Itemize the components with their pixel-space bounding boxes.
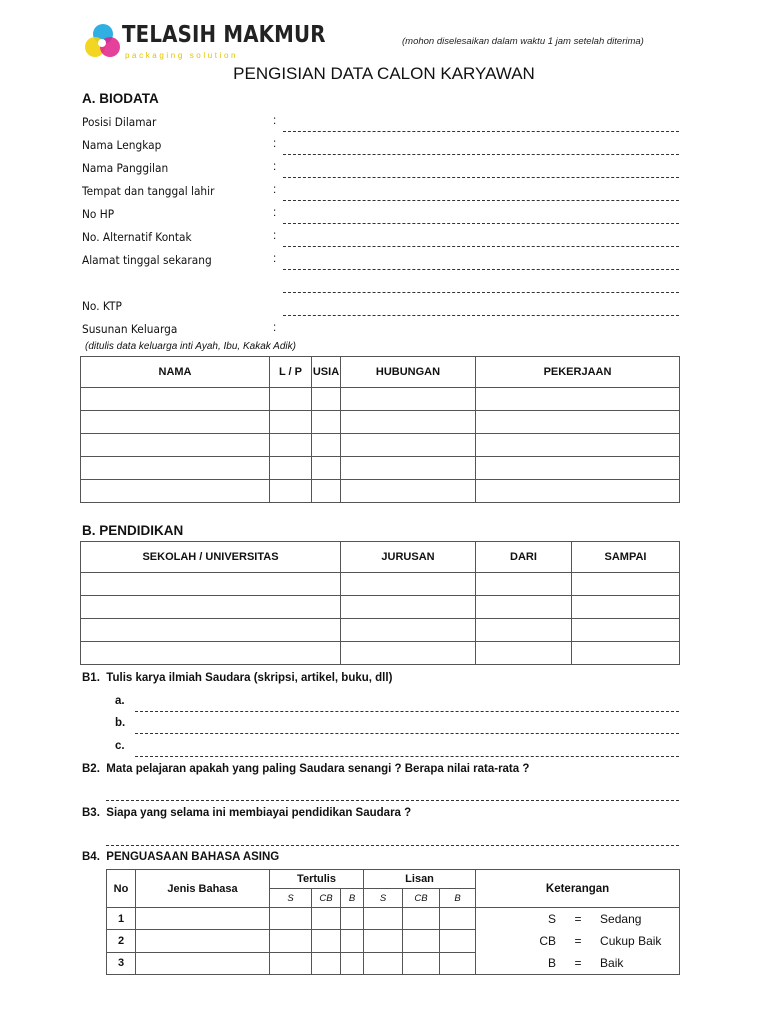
education-table	[80, 541, 680, 665]
table-cell[interactable]	[364, 908, 403, 930]
answer-letter-c: c.	[115, 740, 125, 752]
table-row	[81, 619, 680, 642]
table-cell[interactable]	[476, 573, 572, 596]
legend-code: S	[548, 912, 557, 926]
field-label-posisi: Posisi Dilamar	[82, 115, 157, 129]
table-cell[interactable]	[312, 434, 341, 457]
table-cell[interactable]	[136, 908, 270, 930]
col-header-tertulis: Tertulis	[270, 870, 364, 889]
table-cell[interactable]	[364, 952, 403, 974]
table-row	[81, 596, 680, 619]
col-header-usia: USIA	[312, 357, 341, 388]
question-number: B4.	[82, 851, 100, 863]
table-cell[interactable]	[312, 908, 341, 930]
input-line-b1-b[interactable]	[135, 733, 679, 734]
table-cell[interactable]	[312, 411, 341, 434]
table-cell[interactable]	[403, 908, 440, 930]
sub-header-cb: CB	[312, 889, 341, 908]
table-cell[interactable]	[136, 930, 270, 952]
input-line-ttl[interactable]	[283, 200, 679, 201]
field-colon: :	[273, 138, 277, 150]
table-cell[interactable]	[476, 480, 680, 503]
legend-eq: =	[574, 934, 582, 948]
field-label-susunan-keluarga: Susunan Keluarga	[82, 322, 178, 336]
input-line-alamat-2[interactable]	[283, 292, 679, 293]
question-text: PENGUASAAN BAHASA ASING	[106, 851, 280, 863]
row-number: 1	[107, 908, 136, 930]
table-cell[interactable]	[312, 930, 341, 952]
table-cell[interactable]	[136, 952, 270, 974]
field-label-ttl: Tempat dan tanggal lahir	[82, 184, 215, 198]
time-note: (mohon diselesaikan dalam waktu 1 jam setelah diterima)	[402, 36, 644, 47]
answer-letter-a: a.	[115, 695, 125, 707]
table-cell[interactable]	[81, 388, 270, 411]
table-cell[interactable]	[312, 480, 341, 503]
input-line-b3[interactable]	[106, 845, 679, 846]
field-colon: :	[273, 322, 277, 334]
table-cell[interactable]	[81, 434, 270, 457]
table-cell[interactable]	[341, 388, 476, 411]
input-line-posisi[interactable]	[283, 131, 679, 132]
table-cell[interactable]	[270, 411, 312, 434]
sub-header-cb: CB	[403, 889, 440, 908]
table-row	[107, 908, 680, 930]
field-colon: :	[273, 161, 277, 173]
col-header-nama: NAMA	[81, 357, 270, 388]
question-number: B2.	[82, 763, 100, 775]
col-header-lp: L / P	[270, 357, 312, 388]
page-title: PENGISIAN DATA CALON KARYAWAN	[233, 64, 535, 83]
field-label-alt-kontak: No. Alternatif Kontak	[82, 230, 192, 244]
col-header-no: No	[107, 870, 136, 908]
table-cell[interactable]	[476, 596, 572, 619]
table-cell[interactable]	[364, 930, 403, 952]
col-header-sekolah: SEKOLAH / UNIVERSITAS	[81, 542, 341, 573]
family-hint: (ditulis data keluarga inti Ayah, Ibu, Kakak Adik)	[85, 341, 296, 352]
table-cell[interactable]	[476, 642, 572, 665]
field-colon: :	[273, 207, 277, 219]
input-line-nama-panggilan[interactable]	[283, 177, 679, 178]
table-cell[interactable]	[341, 952, 364, 974]
table-cell[interactable]	[270, 388, 312, 411]
question-b4	[82, 851, 279, 863]
table-cell[interactable]	[476, 457, 680, 480]
legend-eq: =	[574, 912, 582, 926]
table-cell[interactable]	[341, 411, 476, 434]
sub-header-s: S	[270, 889, 312, 908]
table-cell[interactable]	[312, 457, 341, 480]
table-row	[81, 573, 680, 596]
table-cell[interactable]	[81, 596, 341, 619]
col-header-lisan: Lisan	[364, 870, 476, 889]
family-table	[80, 356, 680, 503]
col-header-keterangan: Keterangan	[476, 870, 680, 908]
table-cell[interactable]	[341, 908, 364, 930]
input-line-b1-a[interactable]	[135, 711, 679, 712]
table-cell[interactable]	[270, 930, 312, 952]
table-cell[interactable]	[270, 908, 312, 930]
table-row	[81, 457, 680, 480]
table-cell[interactable]	[270, 952, 312, 974]
legend-code: B	[548, 956, 557, 970]
input-line-alt-kontak[interactable]	[283, 246, 679, 247]
table-cell[interactable]	[81, 457, 270, 480]
table-cell[interactable]	[341, 573, 476, 596]
table-cell[interactable]	[341, 642, 476, 665]
col-header-dari: DARI	[476, 542, 572, 573]
col-header-sampai: SAMPAI	[572, 542, 680, 573]
input-line-no-hp[interactable]	[283, 223, 679, 224]
col-header-pekerjaan: PEKERJAAN	[476, 357, 680, 388]
field-colon: :	[273, 230, 277, 242]
field-colon: :	[273, 253, 277, 265]
question-number: B1.	[82, 672, 100, 684]
table-cell[interactable]	[341, 930, 364, 952]
table-row	[81, 480, 680, 503]
table-cell[interactable]	[476, 619, 572, 642]
row-number: 3	[107, 952, 136, 974]
input-line-b1-c[interactable]	[135, 756, 679, 757]
table-cell[interactable]	[81, 480, 270, 503]
table-cell[interactable]	[341, 596, 476, 619]
question-b3	[82, 807, 411, 819]
table-cell[interactable]	[270, 457, 312, 480]
field-colon: :	[273, 184, 277, 196]
question-text: Tulis karya ilmiah Saudara (skripsi, artikel, buku, dll)	[106, 672, 393, 684]
input-line-nama-lengkap[interactable]	[283, 154, 679, 155]
legend-code: CB	[539, 934, 557, 948]
table-row	[81, 411, 680, 434]
legend-meaning: Baik	[600, 956, 624, 970]
question-number: B3.	[82, 807, 100, 819]
table-cell[interactable]	[81, 573, 341, 596]
table-cell[interactable]	[476, 434, 680, 457]
section-title-biodata: A. BIODATA	[82, 91, 159, 106]
table-row	[81, 642, 680, 665]
legend-eq: =	[574, 956, 582, 970]
table-cell[interactable]	[341, 457, 476, 480]
language-table	[106, 869, 680, 975]
question-b2	[82, 763, 529, 775]
table-cell[interactable]	[440, 908, 476, 930]
field-colon: :	[273, 115, 277, 127]
col-header-jenis-bahasa: Jenis Bahasa	[136, 870, 270, 908]
question-b1	[82, 672, 392, 684]
table-cell[interactable]	[572, 642, 680, 665]
col-header-hubungan: HUBUNGAN	[341, 357, 476, 388]
table-cell[interactable]	[341, 480, 476, 503]
legend-cell	[476, 908, 680, 975]
question-text: Mata pelajaran apakah yang paling Saudara senangi ? Berapa nilai rata-rata ?	[106, 763, 530, 775]
sub-header-b: B	[440, 889, 476, 908]
table-cell[interactable]	[440, 930, 476, 952]
input-line-alamat-1[interactable]	[283, 269, 679, 270]
table-cell[interactable]	[403, 952, 440, 974]
table-cell[interactable]	[572, 573, 680, 596]
legend-meaning: Cukup Baik	[600, 934, 662, 948]
row-number: 2	[107, 930, 136, 952]
table-row	[81, 434, 680, 457]
input-line-b2[interactable]	[106, 800, 679, 801]
table-cell[interactable]	[341, 434, 476, 457]
legend-meaning: Sedang	[600, 912, 642, 926]
field-label-nama-panggilan: Nama Panggilan	[82, 161, 169, 175]
table-cell[interactable]	[440, 952, 476, 974]
field-label-ktp: No. KTP	[82, 299, 122, 313]
field-label-alamat: Alamat tinggal sekarang	[82, 253, 212, 267]
sub-header-b: B	[341, 889, 364, 908]
table-cell[interactable]	[81, 411, 270, 434]
company-logo	[82, 22, 326, 64]
table-cell[interactable]	[312, 388, 341, 411]
table-cell[interactable]	[341, 619, 476, 642]
field-label-nama-lengkap: Nama Lengkap	[82, 138, 162, 152]
table-cell[interactable]	[81, 619, 341, 642]
table-cell[interactable]	[270, 434, 312, 457]
table-cell[interactable]	[403, 930, 440, 952]
company-name: TELASIH MAKMUR	[122, 22, 326, 48]
question-text: Siapa yang selama ini membiayai pendidikan Saudara ?	[106, 807, 412, 819]
sub-header-s: S	[364, 889, 403, 908]
input-line-ktp[interactable]	[283, 315, 679, 316]
table-cell[interactable]	[572, 619, 680, 642]
table-cell[interactable]	[476, 388, 680, 411]
answer-letter-b: b.	[115, 717, 126, 729]
company-tagline: packaging solution	[125, 51, 239, 60]
table-cell[interactable]	[312, 952, 341, 974]
field-label-no-hp: No HP	[82, 207, 115, 221]
col-header-jurusan: JURUSAN	[341, 542, 476, 573]
table-row	[81, 388, 680, 411]
table-cell[interactable]	[270, 480, 312, 503]
logo-circles-icon	[82, 22, 122, 62]
table-cell[interactable]	[81, 642, 341, 665]
table-cell[interactable]	[476, 411, 680, 434]
table-cell[interactable]	[572, 596, 680, 619]
section-title-pendidikan: B. PENDIDIKAN	[82, 523, 184, 538]
